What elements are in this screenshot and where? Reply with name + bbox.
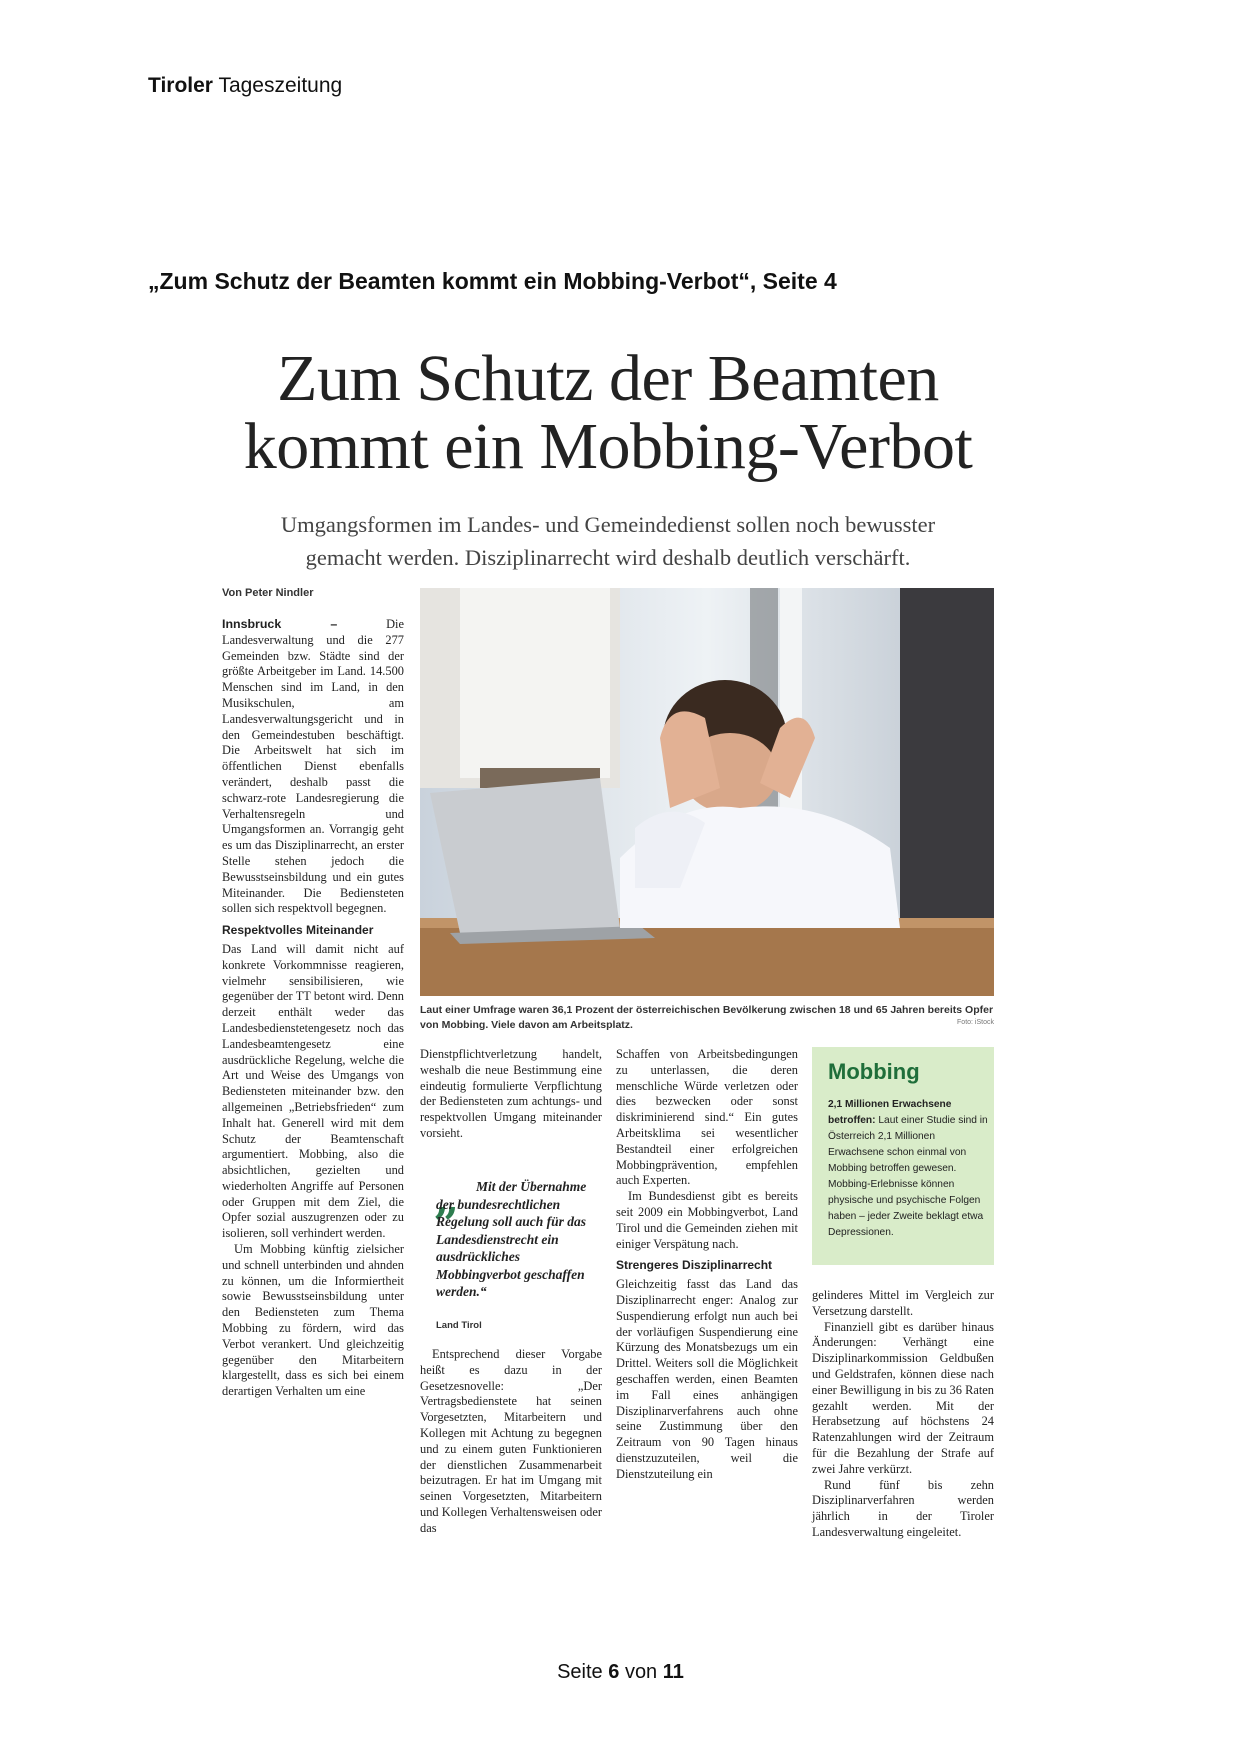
col3-paragraph-1: Schaffen von Arbeitsbedingungen zu unterlassen, die deren menschliche Würde verletzen oder dies bezwecken oder sonst diskriminierend sind.“ Ein gutes Arbeitsklima sei wesentlicher Bestandteil einer erfolgreichen Mobbingprävention, empfehlen auch Experten. bbox=[616, 1047, 798, 1188]
col3-paragraph-3: Gleichzeitig fasst das Land das Disziplinarrecht enger: Analog zur Suspendierung erfolgt nun auch bei der vorläufigen Suspendierung eine Kürzung des Monatsbezugs um ein Drittel. Weiters soll die Möglichkeit geschaffen werden, einen Beamten im Fall eines anhängigen Disziplinarverfahrens auch ohne seine Zustimmung über den Zeitraum von 90 Tagen hinaus dienstzuzuteilen, weil die Dienstzuteilung ein bbox=[616, 1277, 798, 1481]
newspaper-clipping bbox=[222, 342, 994, 1560]
quote-text: Mit der Übernahme der bundesrechtlichen Regelung soll auch für das Landesdienstrecht ein ausdrückliches Mobbingverbot geschaffen werden.“ bbox=[436, 1179, 587, 1299]
headline-line-2: kommt ein Mobbing-Verbot bbox=[243, 410, 973, 483]
page-current: 6 bbox=[608, 1661, 620, 1683]
stressed-man-at-laptop-image bbox=[420, 588, 994, 996]
headline bbox=[222, 342, 994, 483]
infobox-body: Laut einer Studie sind in Österreich 2,1 Millionen Erwachsene schon einmal von Mobbing betroffen gewesen. Mobbing-Erlebnisse können physische und psychische Folgen haben – jeder Zweite beklagt etwa Depressionen. bbox=[828, 1115, 988, 1238]
infobox-text bbox=[828, 1097, 988, 1241]
photo-credit: Foto: iStock bbox=[957, 1019, 994, 1026]
quote-source: Land Tirol bbox=[436, 1320, 482, 1331]
dateline: Innsbruck – bbox=[222, 617, 338, 631]
page-middle: von bbox=[624, 1661, 658, 1683]
col1-paragraph-2: Das Land will damit nicht auf konkrete Vorkommnisse reagieren, vielmehr sensibilisieren, wie gegenüber der TT betont wird. Denn derzeit enthält weder das Landesbedienstetengesetz noch das Landesbeamtengesetz eine ausdrückliche Regelung, welche die Art und Weise des Umgangs von Bediensteten miteinander bzw. den allgemeinen „Betriebsfrieden“ zum Inhalt hat. Generell wird mit dem Schutz der Beamtenschaft argumentiert. Mobbing, also die absichtlichen, gezielten und wiederholten Angriffe auf Personen oder Gruppen mit dem Ziel, die Opfer sozial auszugrenzen oder zu isolieren, soll verhindert werden. bbox=[222, 941, 404, 1241]
col2-paragraph-1: Dienstpflichtverletzung handelt, weshalb die neue Bestimmung eine eindeutig formulierte Verpflichtung der Bediensteten zum achtungs- und respektvollen Umgang miteinander vorsieht. bbox=[420, 1047, 602, 1140]
photo-caption: Laut einer Umfrage waren 36,1 Prozent der österreichischen Bevölkerung zwischen 18 und 65 Jahren bereits Opfer von Mobbing. Viele davon am Arbeitsplatz. bbox=[420, 1004, 994, 1031]
quote-mark-icon: „ bbox=[434, 1174, 460, 1225]
col3-paragraph-2: Im Bundesdienst gibt es bereits seit 2009 ein Mobbingverbot, Land Tirol und die Gemeinden ziehen mit einiger Verspätung nach. bbox=[616, 1189, 798, 1251]
author-byline: Von Peter Nindler bbox=[222, 587, 314, 599]
brand-rest: Tageszeitung bbox=[218, 74, 343, 97]
col4-paragraph-1: gelinderes Mittel im Vergleich zur Versetzung darstellt. bbox=[812, 1288, 994, 1318]
infobox-lead: 2,1 Millionen Erwachsene betroffen: bbox=[828, 1099, 952, 1126]
article-photo bbox=[420, 588, 994, 996]
infobox-title: Mobbing bbox=[828, 1059, 920, 1084]
subheading-disziplinarrecht: Strengeres Disziplinarrecht bbox=[616, 1258, 773, 1273]
subheading-respektvolles: Respektvolles Miteinander bbox=[222, 923, 374, 938]
col1-paragraph-1: Die Landesverwaltung und die 277 Gemeinden bzw. Städte sind der größte Arbeitgeber im Land. 14.500 Menschen sind im Land, in den Musikschulen, am Landesverwaltungsgericht und in den Gemeindestuben beschäftigt. Die Arbeitswelt hat sich im öffentlichen Dienst ebenfalls verändert, deshalb passt die schwarz-rote Landesregierung die Verhaltensregeln und Umgangsformen an. Vorrangig geht es um das Disziplinarrecht, an erster Stelle stehen jedoch die Bewusstseinsbildung und ein gutes Miteinander. Die Bediensteten sollen sich respektvoll begegnen. bbox=[222, 617, 404, 916]
col4-paragraph-2: Finanziell gibt es darüber hinaus Änderungen: Verhängt eine Disziplinarkommission Geldbußen und Geldstrafen, können diese nach einer Bewilligung in bis zu 36 Raten gezahlt werden. Mit der Herabsetzung auf höchstens 24 Ratenzahlungen wird der Zeitraum für die Bezahlung der Strafe auf zwei Jahre verkürzt. bbox=[812, 1319, 994, 1476]
page-prefix: Seite bbox=[557, 1661, 603, 1683]
headline-line-1: Zum Schutz der Beamten bbox=[277, 342, 939, 415]
column-1 bbox=[222, 617, 404, 1400]
col1-paragraph-3: Um Mobbing künftig zielsicher und schnell unterbinden und ahnden zu können, um die Informiertheit sowie Bewusstseinsbildung unter den Bediensteten zum Thema Mobbing zu fördern, wird das Verbot verankert. Und gleichzeitig gegenüber den Mitarbeitern klargestellt, dass es sich bei einem derartigen Verhalten um eine bbox=[222, 1242, 404, 1399]
column-3 bbox=[616, 1047, 798, 1483]
col2-paragraph-2: Entsprechend dieser Vorgabe heißt es dazu in der Gesetzesnovelle: „Der Vertragsbedienstete hat seinen Vorgesetzten, Mitarbeitern und Kollegen mit Achtung zu begegnen und zu einem guten Funktionieren der dienstlichen Zusammenarbeit beizutragen. Er hat im Umgang mit seinen Vorgesetzten, Mitarbeitern und Kollegen Verhaltensweisen oder das bbox=[420, 1347, 602, 1535]
article-reference: „Zum Schutz der Beamten kommt ein Mobbing-Verbot“, Seite 4 bbox=[148, 268, 837, 294]
page-number bbox=[0, 1661, 1241, 1684]
mobbing-infobox bbox=[812, 1047, 994, 1265]
subheadline-line-2: gemacht werden. Disziplinarrecht wird deshalb deutlich verschärft. bbox=[305, 545, 911, 570]
brand-bold: Tiroler bbox=[148, 74, 213, 97]
column-2-continued bbox=[420, 1347, 602, 1537]
subheadline bbox=[222, 508, 994, 574]
subheadline-line-1: Umgangsformen im Landes- und Gemeindedienst sollen noch bewusster bbox=[280, 512, 936, 537]
column-4 bbox=[812, 1288, 994, 1541]
col4-paragraph-3: Rund fünf bis zehn Disziplinarverfahren werden jährlich in der Tiroler Landesverwaltung eingeleitet. bbox=[812, 1477, 994, 1539]
page-total: 11 bbox=[662, 1661, 684, 1683]
column-2 bbox=[420, 1047, 602, 1142]
newspaper-brand bbox=[148, 74, 342, 98]
